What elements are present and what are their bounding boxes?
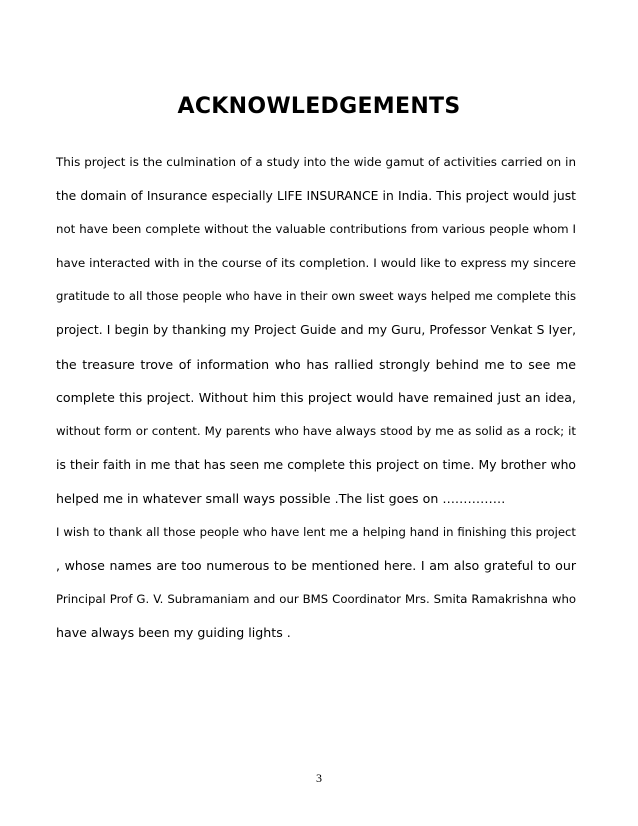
text-line: helped me in whatever small ways possible .The list goes on …………… [56,490,506,506]
text-line: without form or content. My parents who have always stood by me as solid as a rock; it [56,423,576,438]
text-line: Principal Prof G. V. Subramaniam and our BMS Coordinator Mrs. Smita Ramakrishna who [56,591,576,606]
text-line: is their faith in me that has seen me complete this project on time. My brother who [56,457,576,473]
page-title: ACKNOWLEDGEMENTS [177,94,461,119]
text-line: not have been complete without the valuable contributions from various people whom I [56,222,576,237]
text-line: complete this project. Without him this project would have remained just an idea, [56,390,576,406]
text-line: have interacted with in the course of its completion. I would like to express my sincere [56,255,576,270]
page-number: 3 [316,771,322,785]
text-line: have always been my guiding lights . [56,625,291,641]
text-line: gratitude to all those people who have in their own sweet ways helped me complete this [56,289,576,304]
text-line: the treasure trove of information who has rallied strongly behind me to see me [56,356,576,372]
text-line: , whose names are too numerous to be mentioned here. I am also grateful to our [56,558,576,574]
text-line: This project is the culmination of a study into the wide gamut of activities carried on in [56,155,576,169]
text-line: I wish to thank all those people who have lent me a helping hand in finishing this project [56,524,576,539]
acknowledgements-body [56,146,576,650]
text-line: project. I begin by thanking my Project Guide and my Guru, Professor Venkat S Iyer, [56,322,576,337]
text-line: the domain of Insurance especially LIFE INSURANCE in India. This project would just [56,188,576,203]
